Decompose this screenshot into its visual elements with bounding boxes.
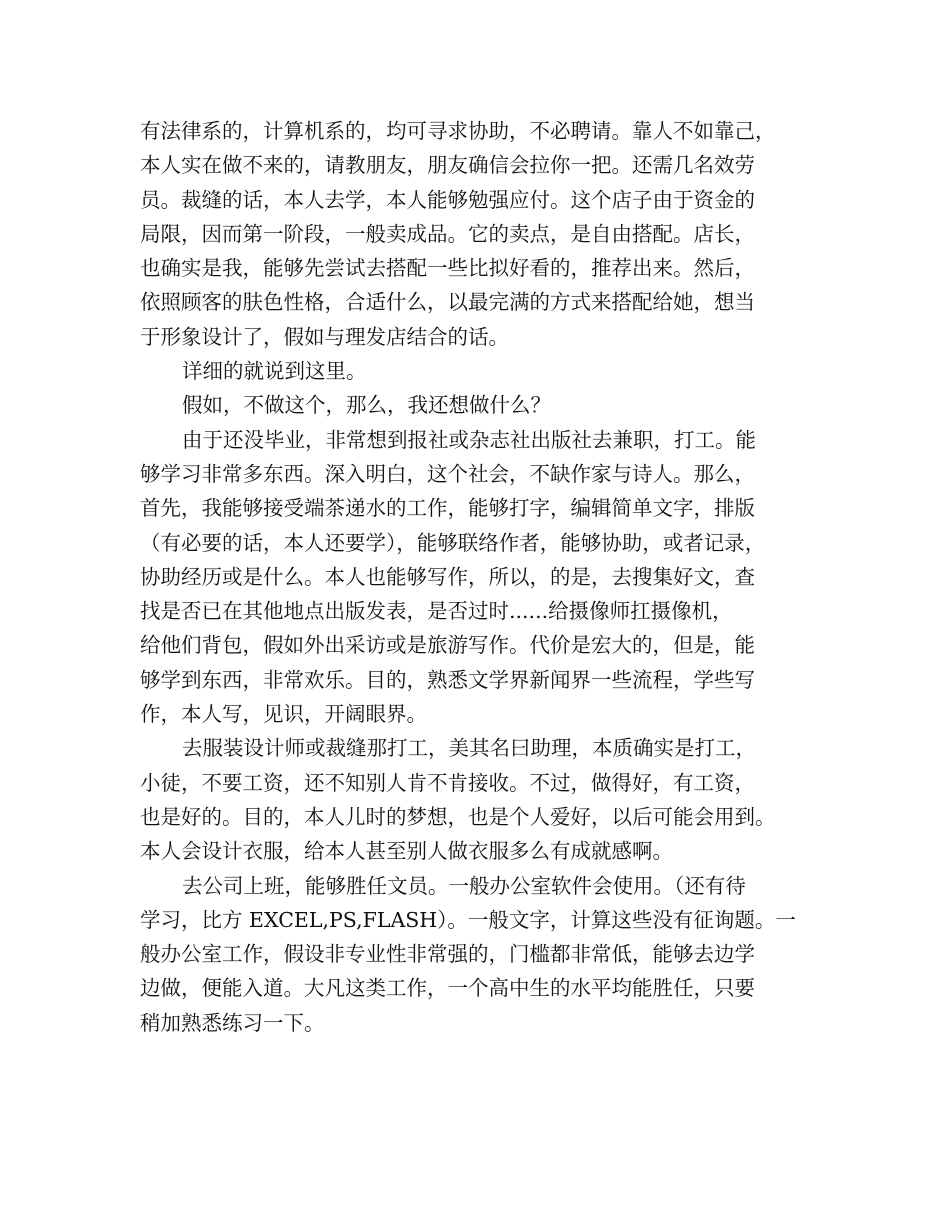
- text-line: 协助经历或是什么。本人也能够写作，所以，的是，去搜集好文，查: [140, 564, 755, 589]
- text-line: 由于还没毕业，非常想到报社或杂志社出版社去兼职，打工。能: [182, 427, 756, 452]
- text-line: 本人会设计衣服，给本人甚至别人做衣服多么有成就感啊。: [140, 839, 673, 864]
- text-line: 去服装设计师或裁缝那打工，美其名曰助理，本质确实是打工，: [182, 736, 756, 761]
- text-line: 给他们背包，假如外出采访或是旅游写作。代价是宏大的，但是，能: [140, 633, 755, 658]
- text-line: 首先，我能够接受端茶递水的工作，能够打字，编辑简单文字，排版: [140, 496, 755, 521]
- text-line: 稍加熟悉练习一下。: [140, 1010, 325, 1035]
- text-line: 员。裁缝的话，本人去学，本人能够勉强应付。这个店子由于资金的: [140, 187, 755, 212]
- text-line: 作，本人写，见识，开阔眼界。: [140, 702, 427, 727]
- text-line: 详细的就说到这里。: [182, 359, 367, 384]
- text-line: （有必要的话，本人还要学），能够联络作者，能够协助，或者记录，: [140, 530, 766, 555]
- document-body: [140, 114, 840, 1040]
- text-line: 小徒，不要工资，还不知别人肯不肯接收。不过，做得好，有工资，: [140, 770, 755, 795]
- text-line: 本人实在做不来的，请教朋友，朋友确信会拉你一把。还需几名效劳: [140, 153, 755, 178]
- text-line: 去公司上班，能够胜任文员。一般办公室软件会使用。（还有待: [182, 873, 746, 898]
- text-line: 够学到东西，非常欢乐。目的，熟悉文学界新闻界一些流程，学些写: [140, 667, 755, 692]
- text-line: 依照顾客的肤色性格，合适什么，以最完满的方式来搭配给她，想当: [140, 290, 755, 315]
- text-line: 假如，不做这个，那么，我还想做什么？: [182, 393, 551, 418]
- text-line: 找是否已在其他地点出版发表，是否过时......给摄像师扛摄像机，: [140, 599, 733, 624]
- text-line: 学习，比方 EXCEL,PS,FLASH）。一般文字，计算这些没有征询题。一: [140, 907, 796, 932]
- text-line: 于形象设计了，假如与理发店结合的话。: [140, 324, 509, 349]
- text-line: 也是好的。目的，本人儿时的梦想，也是个人爱好，以后可能会用到。: [140, 804, 776, 829]
- text-line: 够学习非常多东西。深入明白，这个社会，不缺作家与诗人。那么，: [140, 461, 755, 486]
- text-line: 也确实是我，能够先尝试去搭配一些比拟好看的，推荐出来。然后，: [140, 256, 755, 281]
- text-line: 边做，便能入道。大凡这类工作，一个高中生的水平均能胜任，只要: [140, 976, 755, 1001]
- text-line: 般办公室工作，假设非专业性非常强的，门槛都非常低，能够去边学: [140, 942, 755, 967]
- text-line: 有法律系的，计算机系的，均可寻求协助，不必聘请。靠人不如靠己，: [140, 119, 776, 143]
- text-line: 局限，因而第一阶段，一般卖成品。它的卖点，是自由搭配。店长，: [140, 221, 755, 246]
